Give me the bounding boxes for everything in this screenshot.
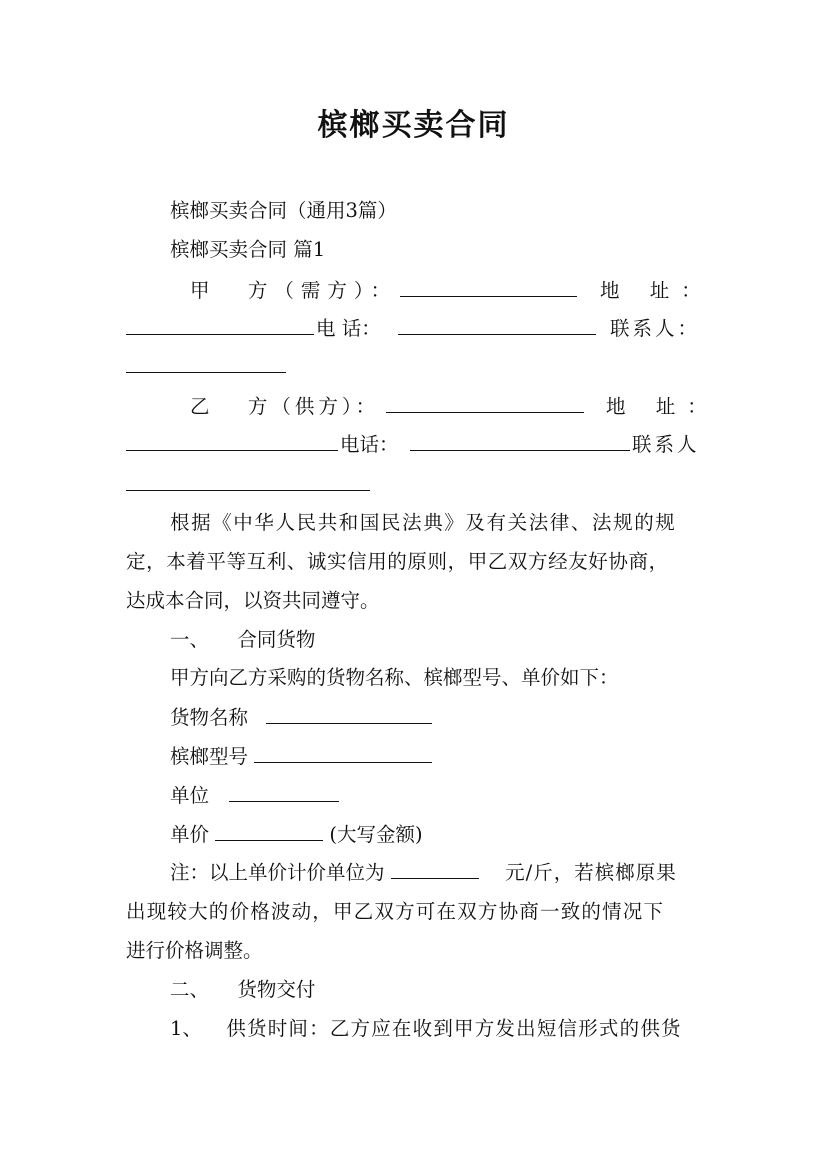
price-row: [170, 822, 423, 848]
note-line1-end: 元/斤，若槟榔原果: [505, 861, 677, 884]
party-a-address-label: 地 址：: [600, 279, 713, 302]
goods-name-blank: [266, 705, 432, 724]
party-b-contact-blank: [126, 472, 370, 498]
party-a-contact-label: 联系人：: [610, 317, 701, 340]
model-label: 槟榔型号: [170, 745, 249, 768]
section2-heading: [170, 977, 315, 1003]
party-a-label: [190, 278, 397, 304]
party-a-label-char: 甲: [190, 279, 210, 302]
section2-item1-text: 供货时间：乙方应在收到甲方发出短信形式的供货: [226, 1017, 682, 1040]
para1-line2: 定，本着平等互利、诚实信用的原则，甲乙双方经友好协商，: [126, 550, 669, 573]
document-subtitle: 槟榔买卖合同（通用3篇）: [170, 199, 397, 222]
part-heading: 槟榔买卖合同 篇1: [170, 238, 326, 261]
party-b-contact-label: 联系人: [632, 433, 700, 456]
para1-line3: 达成本合同，以资共同遵守。: [126, 589, 380, 612]
party-b-label-rest: 方（供方）：: [247, 395, 380, 418]
goods-name-label: 货物名称: [170, 706, 249, 729]
price-blank: [215, 822, 323, 841]
note-line1-start: 注：以上单价计价单位为: [170, 861, 385, 884]
party-b-name-blank: [386, 394, 584, 420]
party-a-phone-blank: [398, 316, 596, 342]
section2-number: 二、: [170, 978, 210, 1001]
party-a-address-blank: [126, 316, 314, 342]
section2-item1: [170, 1016, 682, 1042]
party-b-label-char: 乙: [190, 395, 210, 418]
model-row: [170, 744, 432, 770]
goods-name-row: [170, 705, 432, 731]
section1-number: 一、: [170, 628, 210, 651]
note-unit-blank: [391, 860, 479, 879]
para1-line1: 根据《中华人民共和国民法典》及有关法律、法规的规: [170, 511, 677, 534]
party-b-address-label: 地 址：: [606, 395, 719, 418]
party-b-label: [190, 394, 379, 420]
price-suffix: (大写金额): [329, 823, 423, 846]
section1-intro: 甲方向乙方采购的货物名称、槟榔型号、单价如下：: [170, 666, 619, 689]
unit-blank: [229, 783, 339, 802]
section1-heading: [170, 627, 315, 653]
note-line1: [170, 860, 677, 886]
party-b-phone-blank: [410, 432, 630, 458]
party-a-contact-blank: [126, 354, 286, 380]
party-a-label-rest: 方（需方）：: [247, 279, 398, 302]
party-a-name-blank: [400, 278, 577, 304]
party-b-phone-label: 电话：: [340, 433, 399, 456]
party-b-address-blank: [126, 432, 338, 458]
section2-item1-number: 1、: [170, 1017, 202, 1040]
unit-label: 单位: [170, 784, 210, 807]
party-a-phone-label: 电 话：: [316, 317, 381, 340]
section1-title: 合同货物: [237, 628, 316, 651]
unit-row: [170, 783, 339, 809]
price-label: 单价: [170, 823, 210, 846]
document-title: 槟榔买卖合同: [317, 108, 510, 143]
section2-title: 货物交付: [237, 978, 316, 1001]
note-line2: 出现较大的价格波动，甲乙双方可在双方协商一致的情况下: [126, 900, 665, 923]
note-line3: 进行价格调整。: [126, 939, 263, 962]
model-blank: [254, 744, 432, 763]
